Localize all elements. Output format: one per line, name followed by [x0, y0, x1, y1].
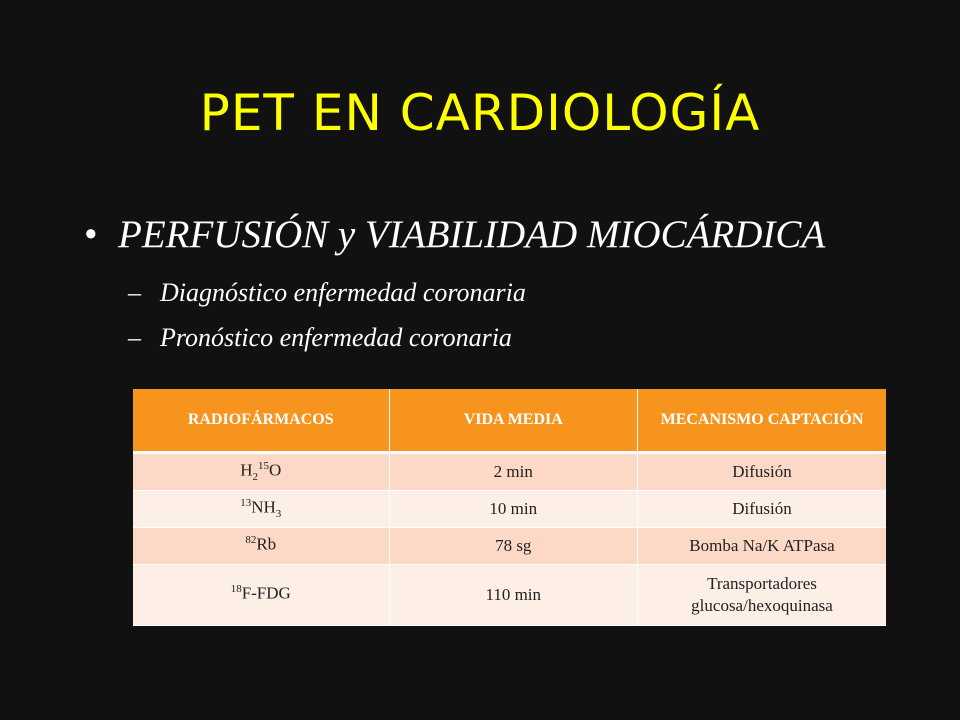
- tracer-cell: $^{18}$F-FDG: [133, 565, 389, 626]
- table-row: [133, 453, 886, 491]
- tracer-cell: $^{82}$Rb: [133, 528, 389, 565]
- sub-item-text: Pronóstico enfermedad coronaria: [160, 323, 512, 352]
- mechanism-cell: Bomba Na/K ATPasa: [638, 528, 887, 565]
- slide-title: PET EN CARDIOLOGÍA: [199, 84, 761, 142]
- header-vida-media: VIDA MEDIA: [389, 389, 637, 453]
- radiopharmaceutical-table: [133, 389, 886, 626]
- half-life-cell: 78 sg: [389, 528, 637, 565]
- mechanism-cell: Difusión: [638, 491, 887, 528]
- mechanism-cell: Transportadores glucosa/hexoquinasa: [638, 565, 887, 626]
- half-life-cell: 110 min: [389, 565, 637, 626]
- half-life-cell: 10 min: [389, 491, 637, 528]
- tracer-cell: $^{13}NH_3$: [133, 491, 389, 528]
- half-life-cell: 2 min: [389, 453, 637, 491]
- header-radiofarmacos: RADIOFÁRMACOS: [133, 389, 389, 453]
- header-mecanismo: MECANISMO CAPTACIÓN: [638, 389, 887, 453]
- table-header-row: [133, 389, 886, 453]
- mechanism-cell: Difusión: [638, 453, 887, 491]
- main-bullet: [84, 212, 825, 257]
- table-row: [133, 528, 886, 565]
- table-row: [133, 565, 886, 626]
- sub-item: [128, 278, 526, 308]
- bullet-marker: •: [84, 213, 98, 256]
- main-bullet-text: PERFUSIÓN y VIABILIDAD MIOCÁRDICA: [118, 213, 826, 256]
- dash-marker: –: [128, 323, 141, 352]
- tracer-cell: $H_2^{15}O$: [133, 453, 389, 491]
- sub-item-text: Diagnóstico enfermedad coronaria: [160, 278, 526, 307]
- dash-marker: –: [128, 278, 141, 307]
- sub-item: [128, 323, 512, 353]
- table-row: [133, 491, 886, 528]
